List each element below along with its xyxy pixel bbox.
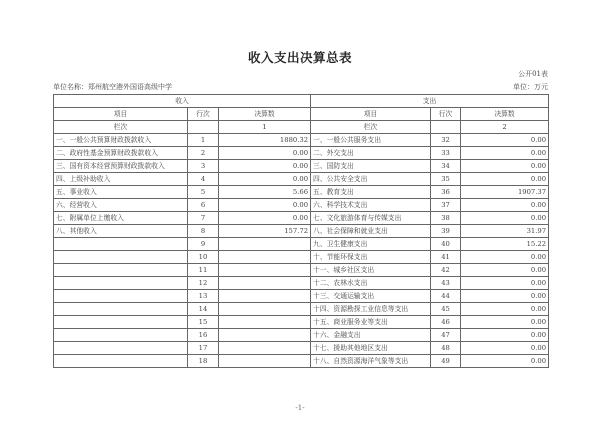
table-row (54, 290, 549, 303)
expense-row-number: 32 (431, 134, 461, 147)
table-row (54, 160, 549, 173)
table-row (54, 199, 549, 212)
expense-item: 六、科学技术支出 (311, 199, 431, 212)
expense-index-label: 栏次 (311, 121, 431, 134)
income-row-number: 1 (188, 134, 219, 147)
income-amount: 1880.32 (219, 134, 311, 147)
income-item: 七、附属单位上缴收入 (54, 212, 188, 225)
income-row-number: 10 (188, 251, 219, 264)
table-row (54, 225, 549, 238)
income-item: 一、一般公共预算财政拨款收入 (54, 134, 188, 147)
income-row-number: 4 (188, 173, 219, 186)
expense-row-number: 46 (431, 316, 461, 329)
income-amount: 0.00 (219, 199, 311, 212)
expense-item: 七、文化旅游体育与传媒支出 (311, 212, 431, 225)
expense-amount: 0.00 (461, 264, 549, 277)
income-amount (219, 251, 311, 264)
expense-row-number: 37 (431, 199, 461, 212)
income-amount (219, 342, 311, 355)
income-item (54, 290, 188, 303)
income-row-number: 2 (188, 147, 219, 160)
income-amount (219, 355, 311, 368)
table-row (54, 134, 549, 147)
table-row (54, 355, 549, 368)
unit-name: 单位名称：郑州航空港外国语高级中学 (53, 83, 172, 91)
expense-item-header: 项目 (311, 108, 431, 121)
currency-unit: 单位：万元 (513, 83, 548, 91)
income-row-number: 13 (188, 290, 219, 303)
income-amount (219, 277, 311, 290)
expense-index-blank (431, 121, 461, 134)
income-item (54, 316, 188, 329)
expense-amount-header: 决算数 (461, 108, 549, 121)
table-row (54, 303, 549, 316)
income-item: 三、国有资本经营预算财政拨款收入 (54, 160, 188, 173)
expense-item: 九、卫生健康支出 (311, 238, 431, 251)
income-row-number: 17 (188, 342, 219, 355)
income-item: 八、其他收入 (54, 225, 188, 238)
income-row-number: 7 (188, 212, 219, 225)
page-number: -1- (295, 404, 305, 412)
income-amount (219, 329, 311, 342)
expense-amount: 0.00 (461, 342, 549, 355)
expense-item: 五、教育支出 (311, 186, 431, 199)
income-item: 五、事业收入 (54, 186, 188, 199)
expense-amount: 0.00 (461, 212, 549, 225)
table-row (54, 277, 549, 290)
expense-amount: 0.00 (461, 277, 549, 290)
expense-row-number: 42 (431, 264, 461, 277)
table-row (54, 251, 549, 264)
table-row (54, 238, 549, 251)
income-item (54, 329, 188, 342)
expense-item: 十八、自然资源海洋气象等支出 (311, 355, 431, 368)
income-amount: 0.00 (219, 173, 311, 186)
page-title: 收入支出决算总表 (247, 50, 352, 65)
expense-row-number: 35 (431, 173, 461, 186)
expense-item: 二、外交支出 (311, 147, 431, 160)
expense-amount: 1907.37 (461, 186, 549, 199)
expense-row-header: 行次 (431, 108, 461, 121)
expense-row-number: 44 (431, 290, 461, 303)
expense-item: 三、国防支出 (311, 160, 431, 173)
expense-amount: 0.00 (461, 251, 549, 264)
table-row (54, 329, 549, 342)
expense-section-header: 支出 (311, 95, 549, 108)
expense-amount: 0.00 (461, 329, 549, 342)
income-expense-table (53, 94, 549, 368)
expense-item: 四、公共安全支出 (311, 173, 431, 186)
income-section-header: 收入 (54, 95, 311, 108)
income-item (54, 355, 188, 368)
income-amount (219, 264, 311, 277)
income-amount (219, 238, 311, 251)
income-amount: 5.66 (219, 186, 311, 199)
expense-item: 十四、资源勘探工业信息等支出 (311, 303, 431, 316)
expense-item: 十三、交通运输支出 (311, 290, 431, 303)
expense-row-number: 49 (431, 355, 461, 368)
income-row-number: 3 (188, 160, 219, 173)
income-row-number: 11 (188, 264, 219, 277)
expense-amount: 0.00 (461, 134, 549, 147)
income-row-number: 12 (188, 277, 219, 290)
table-row (54, 342, 549, 355)
income-row-number: 9 (188, 238, 219, 251)
expense-item: 十六、金融支出 (311, 329, 431, 342)
income-amount-header: 决算数 (219, 108, 311, 121)
income-amount (219, 303, 311, 316)
table-row (54, 173, 549, 186)
income-item: 六、经营收入 (54, 199, 188, 212)
expense-row-number: 33 (431, 147, 461, 160)
expense-item: 八、社会保障和就业支出 (311, 225, 431, 238)
income-row-number: 14 (188, 303, 219, 316)
income-item (54, 251, 188, 264)
table-row (54, 212, 549, 225)
expense-item: 十五、商业服务业等支出 (311, 316, 431, 329)
income-amount: 0.00 (219, 147, 311, 160)
expense-row-number: 47 (431, 329, 461, 342)
expense-row-number: 36 (431, 186, 461, 199)
expense-amount: 0.00 (461, 303, 549, 316)
expense-amount: 0.00 (461, 355, 549, 368)
income-amount (219, 316, 311, 329)
expense-row-number: 39 (431, 225, 461, 238)
income-row-header: 行次 (188, 108, 219, 121)
income-amount: 157.72 (219, 225, 311, 238)
expense-row-number: 34 (431, 160, 461, 173)
column-index-row (54, 121, 549, 134)
expense-amount: 0.00 (461, 199, 549, 212)
income-item (54, 303, 188, 316)
income-amount (219, 290, 311, 303)
expense-item: 一、一般公共服务支出 (311, 134, 431, 147)
income-row-number: 8 (188, 225, 219, 238)
expense-amount: 15.22 (461, 238, 549, 251)
column-header-row (54, 108, 549, 121)
income-item (54, 264, 188, 277)
expense-amount: 0.00 (461, 290, 549, 303)
expense-row-number: 43 (431, 277, 461, 290)
expense-item: 十、节能环保支出 (311, 251, 431, 264)
expense-amount: 0.00 (461, 160, 549, 173)
expense-item: 十七、援助其他地区支出 (311, 342, 431, 355)
income-row-number: 18 (188, 355, 219, 368)
expense-item: 十一、城乡社区支出 (311, 264, 431, 277)
income-item: 二、政府性基金预算财政拨款收入 (54, 147, 188, 160)
income-amount: 0.00 (219, 160, 311, 173)
income-row-number: 15 (188, 316, 219, 329)
income-item (54, 277, 188, 290)
income-item (54, 342, 188, 355)
expense-amount: 0.00 (461, 173, 549, 186)
section-header-row (54, 95, 549, 108)
expense-index-value: 2 (461, 121, 549, 134)
expense-row-number: 40 (431, 238, 461, 251)
income-item-header: 项目 (54, 108, 188, 121)
income-row-number: 6 (188, 199, 219, 212)
income-row-number: 5 (188, 186, 219, 199)
income-row-number: 16 (188, 329, 219, 342)
table-row (54, 186, 549, 199)
income-index-label: 栏次 (54, 121, 188, 134)
table-row (54, 147, 549, 160)
expense-row-number: 38 (431, 212, 461, 225)
expense-item: 十二、农林水支出 (311, 277, 431, 290)
expense-amount: 31.97 (461, 225, 549, 238)
income-amount: 0.00 (219, 212, 311, 225)
form-number: 公开01表 (518, 70, 548, 78)
expense-row-number: 48 (431, 342, 461, 355)
expense-amount: 0.00 (461, 147, 549, 160)
expense-amount: 0.00 (461, 316, 549, 329)
table-row (54, 264, 549, 277)
income-item (54, 238, 188, 251)
income-index-value: 1 (219, 121, 311, 134)
expense-row-number: 45 (431, 303, 461, 316)
expense-row-number: 41 (431, 251, 461, 264)
table-row (54, 316, 549, 329)
income-item: 四、上级补助收入 (54, 173, 188, 186)
income-index-blank (188, 121, 219, 134)
